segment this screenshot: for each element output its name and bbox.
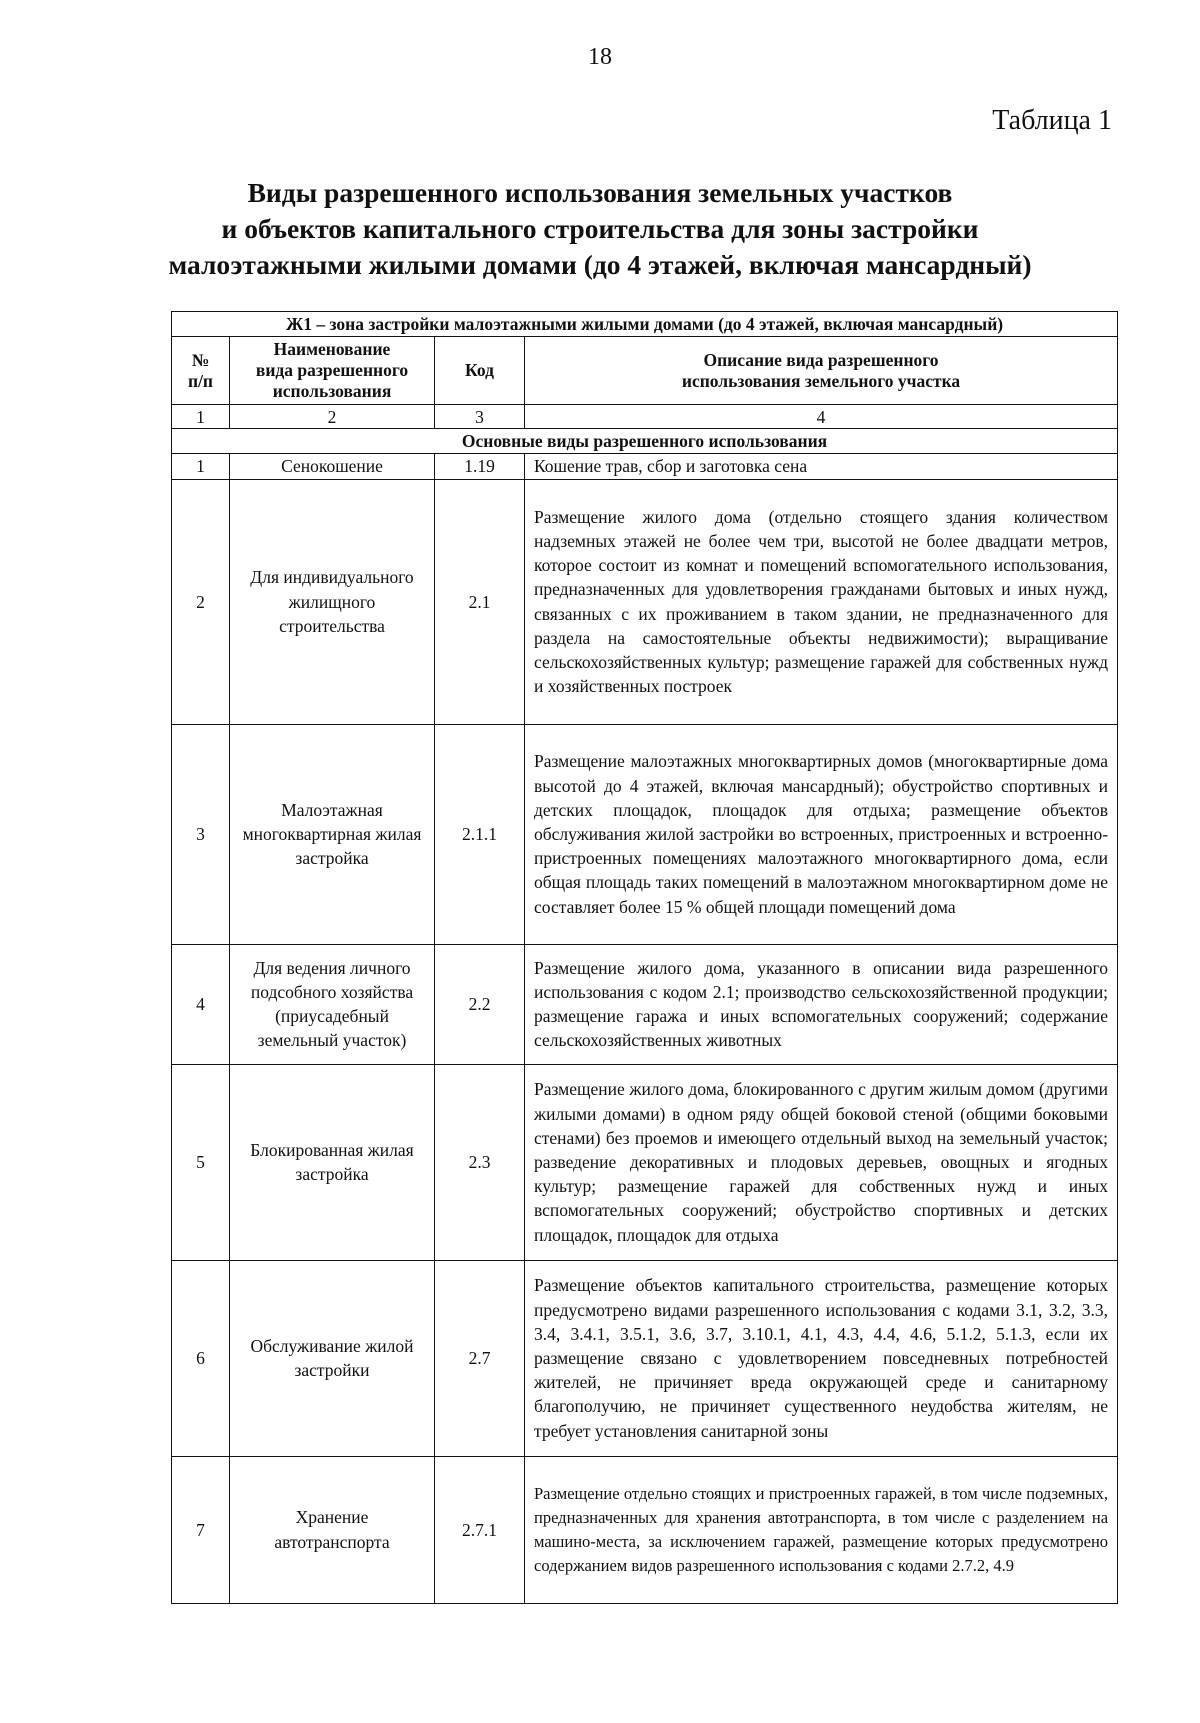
header-description-line: использования земельного участка — [681, 370, 961, 391]
row-name: Для индивидуального жилищного строительства — [230, 479, 435, 724]
header-name-line: вида разрешенного — [255, 360, 409, 381]
column-number: 3 — [435, 405, 525, 429]
zone-title: Ж1 – зона застройки малоэтажными жилыми домами (до 4 этажей, включая мансардный) — [172, 312, 1118, 337]
row-code: 2.7 — [435, 1260, 525, 1456]
column-number: 2 — [230, 405, 435, 429]
row-code: 2.1 — [435, 479, 525, 724]
table-row — [172, 479, 1118, 724]
table-row — [172, 1064, 1118, 1260]
row-name: Сенокошение — [230, 454, 435, 479]
row-number: 2 — [172, 479, 230, 724]
header-description-line: Описание вида разрешенного — [703, 349, 939, 370]
row-name: Малоэтажная многоквартирная жилая застройка — [230, 724, 435, 944]
section-title: Основные виды разрешенного использования — [172, 429, 1118, 454]
header-num — [172, 337, 230, 405]
header-name-line: использования — [272, 381, 392, 402]
land-use-table — [171, 311, 1118, 1604]
row-description: Размещение жилого дома, указанного в описании вида разрешенного использования с кодом 2.1; производство сельскохозяйственной продукции; размещение гаража и иных вспомогательных сооружений; содержание сельскохозяйственных животных — [525, 944, 1118, 1064]
table-label: Таблица 1 — [992, 105, 1112, 136]
column-number: 1 — [172, 405, 230, 429]
row-description: Размещение отдельно стоящих и пристроенных гаражей, в том числе подземных, предназначенных для хранения автотранспорта, в том числе с разделением на машино-места, за исключением гаражей, размещение которых предусмотрено содержанием видов разрешенного использования с кодами 2.7.2, 4.9 — [525, 1456, 1118, 1603]
row-number: 1 — [172, 454, 230, 479]
row-number: 4 — [172, 944, 230, 1064]
header-num-line: п/п — [187, 370, 214, 391]
document-title — [0, 175, 1200, 283]
row-name: Для ведения личного подсобного хозяйства (приусадебный земельный участок) — [230, 944, 435, 1064]
row-description: Размещение жилого дома (отдельно стоящего здания количеством надземных этажей не более чем три, высотой не более двадцати метров, которое состоит из комнат и помещений вспомогательного использования, предназначенных для удовлетворения гражданами бытовых и иных нужд, связанных с их проживанием в таком здании, не предназначенного для раздела на самостоятельные объекты недвижимости); выращивание сельскохозяйственных культур; размещение гаражей для собственных нужд и хозяйственных построек — [525, 479, 1118, 724]
header-name — [230, 337, 435, 405]
header-num-line: № — [191, 349, 210, 370]
row-number: 5 — [172, 1064, 230, 1260]
row-number: 3 — [172, 724, 230, 944]
table-row — [172, 724, 1118, 944]
row-description: Размещение малоэтажных многоквартирных домов (многоквартирные дома высотой до 4 этажей, включая мансардный); обустройство спортивных и детских площадок, площадок для отдыха; размещение объектов обслуживания жилой застройки во встроенных, пристроенных и встроенно-пристроенных помещениях малоэтажного многоквартирного дома, если общая площадь таких помещений в малоэтажном многоквартирном доме не составляет более 15 % общей площади помещений дома — [525, 724, 1118, 944]
row-code: 2.7.1 — [435, 1456, 525, 1603]
row-name: Хранение автотранспорта — [230, 1456, 435, 1603]
header-code: Код — [435, 337, 525, 405]
column-number: 4 — [525, 405, 1118, 429]
table-row — [172, 944, 1118, 1064]
row-number: 7 — [172, 1456, 230, 1603]
row-code: 1.19 — [435, 454, 525, 479]
row-name: Блокированная жилая застройка — [230, 1064, 435, 1260]
title-line: малоэтажными жилыми домами (до 4 этажей, включая мансардный) — [168, 249, 1032, 280]
title-line: и объектов капитального строительства для зоны застройки — [221, 213, 979, 244]
row-description: Размещение жилого дома, блокированного с другим жилым домом (другими жилыми домами) в одном ряду общей боковой стеной (общими боковыми стенами) без проемов и имеющего отдельный выход на земельный участок; разведение декоративных и плодовых деревьев, овощных и ягодных культур; размещение гаражей для собственных нужд и иных вспомогательных сооружений; обустройство спортивных и детских площадок, площадок для отдыха — [525, 1064, 1118, 1260]
row-description: Кошение трав, сбор и заготовка сена — [525, 454, 1118, 479]
row-code: 2.2 — [435, 944, 525, 1064]
header-description — [525, 337, 1118, 405]
row-number: 6 — [172, 1260, 230, 1456]
row-name: Обслуживание жилой застройки — [230, 1260, 435, 1456]
page-number: 18 — [588, 44, 612, 70]
table-row — [172, 454, 1118, 479]
header-name-line: Наименование — [273, 339, 391, 360]
table-row — [172, 1456, 1118, 1603]
title-line: Виды разрешенного использования земельных участков — [247, 177, 953, 208]
row-code: 2.3 — [435, 1064, 525, 1260]
row-code: 2.1.1 — [435, 724, 525, 944]
table-row — [172, 1260, 1118, 1456]
row-description: Размещение объектов капитального строительства, размещение которых предусмотрено видами разрешенного использования с кодами 3.1, 3.2, 3.3, 3.4, 3.4.1, 3.5.1, 3.6, 3.7, 3.10.1, 4.1, 4.3, 4.4, 4.6, 5.1.2, 5.1.3, если их размещение связано с удовлетворением повседневных потребностей жителей, не причиняет вреда окружающей среде и санитарному благополучию, не причиняет существенного неудобства жителям, не требует установления санитарной зоны — [525, 1260, 1118, 1456]
